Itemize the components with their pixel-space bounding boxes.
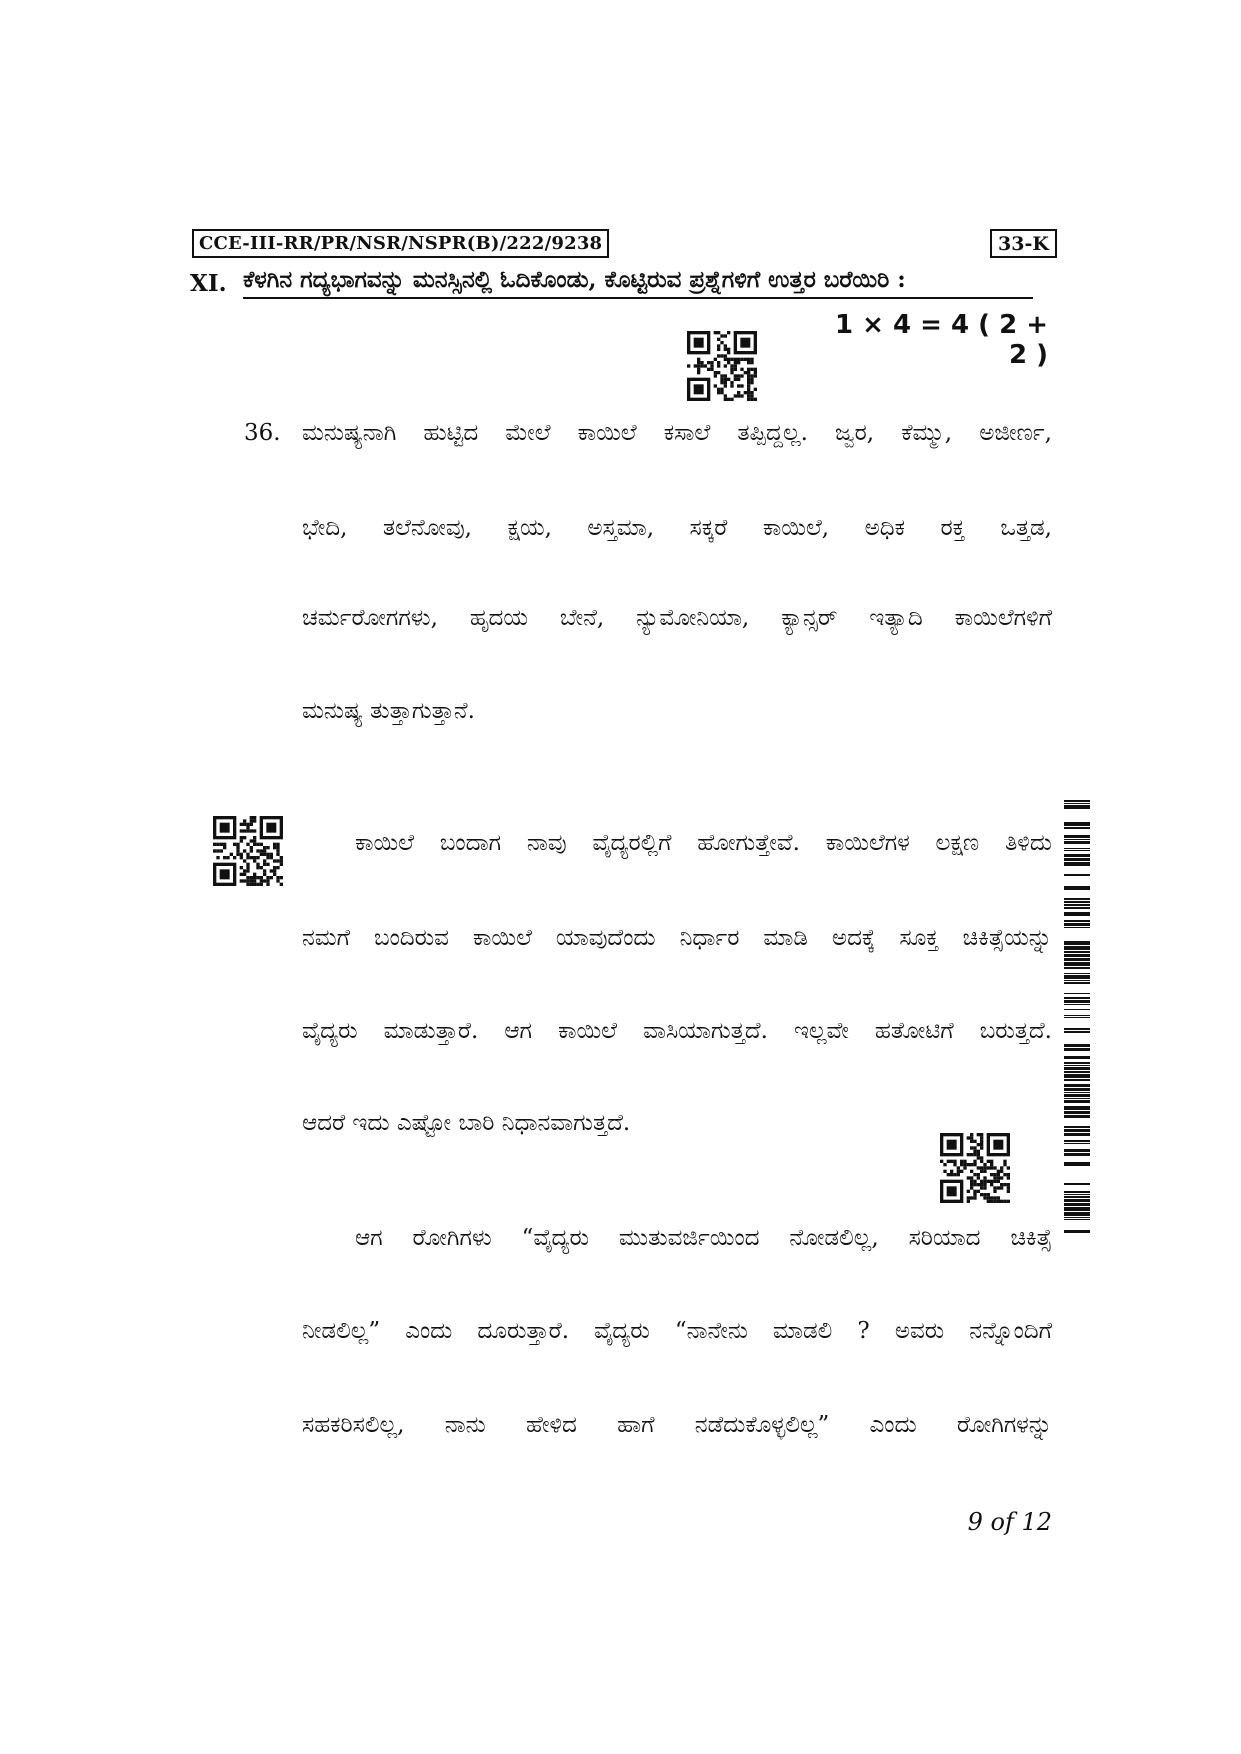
- question-number: 36.: [244, 420, 281, 446]
- passage-line: ಆಗ ರೋಗಿಗಳು “ವೈದ್ಯರು ಮುತುವರ್ಜಿಯಿಂದ ನೋಡಲಿಲ್ಲ, ಸರಿಯಾದ ಚಿಕಿತ್ಸೆ: [355, 1225, 1052, 1251]
- passage-line: ಆದರೆ ಇದು ಎಷ್ಟೋ ಬಾರಿ ನಿಧಾನವಾಗುತ್ತದೆ.: [302, 1110, 631, 1136]
- qr-code-icon: [687, 331, 757, 401]
- passage-line: ನೀಡಲಿಲ್ಲ” ಎಂದು ದೂರುತ್ತಾರೆ. ವೈದ್ಯರು “ನಾನೇನು ಮಾಡಲಿ ? ಅವರು ನನ್ನೊಂದಿಗೆ: [302, 1318, 1052, 1344]
- passage-line: ನಮಗೆ ಬಂದಿರುವ ಕಾಯಿಲೆ ಯಾವುದೆಂದು ನಿರ್ಧಾರ ಮಾಡಿ ಅದಕ್ಕೆ ಸೂಕ್ತ ಚಿಕಿತ್ಸೆಯನ್ನು: [302, 925, 1052, 951]
- barcode-icon: [1064, 800, 1090, 1235]
- passage-line: ಕಾಯಿಲೆ ಬಂದಾಗ ನಾವು ವೈದ್ಯರಲ್ಲಿಗೆ ಹೋಗುತ್ತೇವೆ. ಕಾಯಿಲೆಗಳ ಲಕ್ಷಣ ತಿಳಿದು: [355, 830, 1052, 856]
- section-instruction: ಕೆಳಗಿನ ಗದ್ಯಭಾಗವನ್ನು ಮನಸ್ಸಿನಲ್ಲಿ ಓದಿಕೊಂಡು, ಕೊಟ್ಟಿರುವ ಪ್ರಶ್ನೆಗಳಿಗೆ ಉತ್ತರ ಬರೆಯಿರಿ :: [243, 266, 1033, 299]
- passage-line: ವೈದ್ಯರು ಮಾಡುತ್ತಾರೆ. ಆಗ ಕಾಯಿಲೆ ವಾಸಿಯಾಗುತ್ತದೆ. ಇಲ್ಲವೇ ಹತೋಟಿಗೆ ಬರುತ್ತದೆ.: [302, 1018, 1052, 1044]
- passage-line: ಭೇದಿ, ತಲೆನೋವು, ಕ್ಷಯ, ಅಸ್ತಮಾ, ಸಕ್ಕರೆ ಕಾಯಿಲೆ, ಅಧಿಕ ರಕ್ತ ಒತ್ತಡ,: [302, 515, 1052, 541]
- qr-code-icon: [940, 1133, 1010, 1203]
- marks-allocation: 1 × 4 = 4 ( 2 + 2 ): [835, 310, 1048, 370]
- qr-code-icon: [213, 816, 283, 886]
- section-number: XI.: [190, 270, 227, 297]
- passage-line: ಮನುಷ್ಯ ತುತ್ತಾಗುತ್ತಾನೆ.: [302, 698, 475, 724]
- page-code: 33-K: [990, 229, 1057, 258]
- passage-line: ಮನುಷ್ಯನಾಗಿ ಹುಟ್ಟಿದ ಮೇಲೆ ಕಾಯಿಲೆ ಕಸಾಲೆ ತಪ್ಪಿದ್ದಲ್ಲ. ಜ್ವರ, ಕೆಮ್ಮು, ಅಜೀರ್ಣ,: [302, 420, 1052, 446]
- page-number: 9 of 12: [967, 1508, 1052, 1536]
- passage-line: ಚರ್ಮರೋಗಗಳು, ಹೃದಯ ಬೇನೆ, ನ್ಯುಮೋನಿಯಾ, ಕ್ಯಾನ್ಸರ್ ಇತ್ಯಾದಿ ಕಾಯಿಲೆಗಳಿಗೆ: [302, 605, 1052, 631]
- paper-code: CCE-III-RR/PR/NSR/NSPR(B)/222/9238: [192, 229, 609, 258]
- passage-line: ಸಹಕರಿಸಲಿಲ್ಲ, ನಾನು ಹೇಳಿದ ಹಾಗೆ ನಡೆದುಕೊಳ್ಳಲಿಲ್ಲ” ಎಂದು ರೋಗಿಗಳನ್ನು: [302, 1412, 1052, 1438]
